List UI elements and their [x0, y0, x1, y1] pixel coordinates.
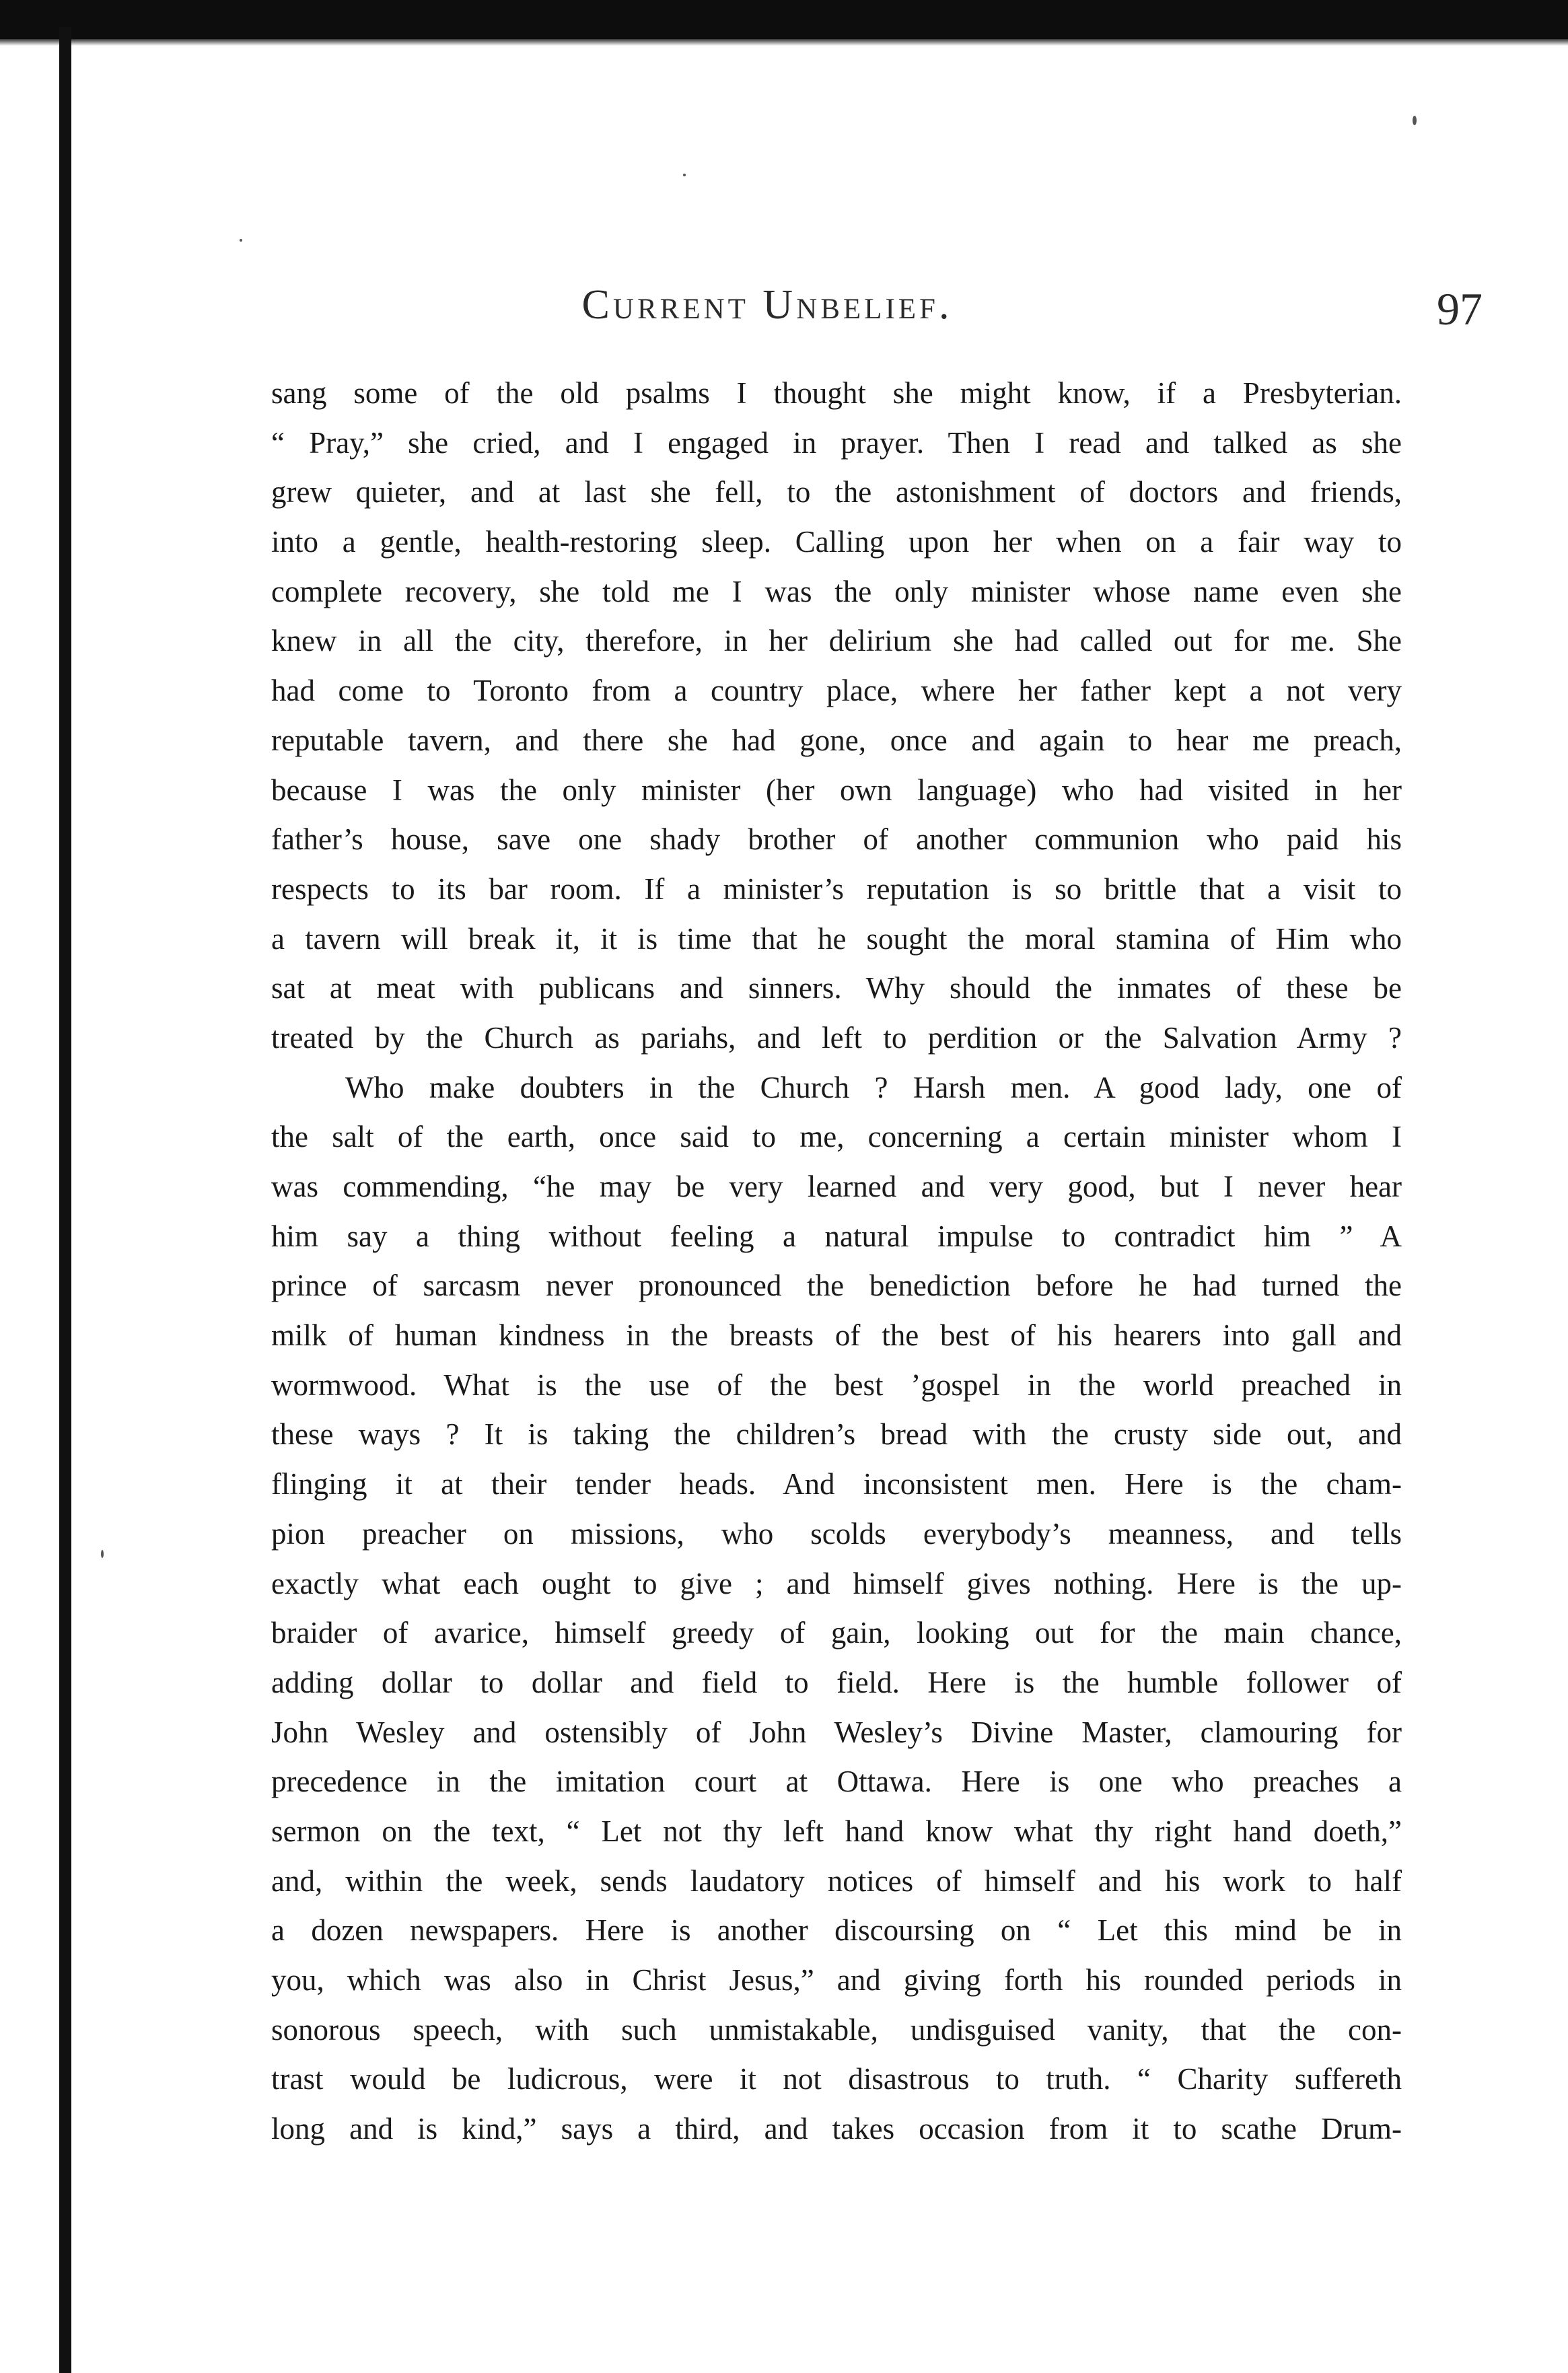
text-line: prince of sarcasm never pronounced the benediction before he had turned the [271, 1269, 1402, 1303]
text-line: “ Pray,” she cried, and I engaged in prayer. Then I read and talked as she [271, 425, 1402, 460]
text-line: knew in all the city, therefore, in her delirium she had called out for me. She [271, 624, 1402, 658]
scan-speck [240, 239, 242, 242]
scan-left-border [59, 27, 71, 2373]
text-line: complete recovery, she told me I was the only minister whose name even she [271, 574, 1402, 608]
page-number: 97 [1437, 283, 1483, 334]
text-line: into a gentle, health-restoring sleep. Calling upon her when on a fair way to [271, 525, 1402, 559]
text-line: these ways ? It is taking the children’s bread with the crusty side out, and [271, 1417, 1402, 1452]
text-line: grew quieter, and at last she fell, to the astonishment of doctors and friends, [271, 475, 1402, 509]
text-line: him say a thing without feeling a natural impulse to contradict him ” A [271, 1219, 1402, 1253]
scan-speck [1413, 116, 1417, 125]
text-line: flinging it at their tender heads. And inconsistent men. Here is the cham- [271, 1467, 1402, 1501]
text-line: father’s house, save one shady brother of another communion who paid his [271, 822, 1402, 857]
scan-top-border [0, 0, 1568, 39]
text-line: a tavern will break it, it is time that he sought the moral stamina of Him who [271, 921, 1402, 956]
text-line: pion preacher on missions, who scolds everybody’s meanness, and tells [271, 1516, 1402, 1551]
text-line: milk of human kindness in the breasts of the best of his hearers into gall and [271, 1318, 1402, 1353]
text-line: and, within the week, sends laudatory notices of himself and his work to half [271, 1864, 1402, 1898]
text-line: the salt of the earth, once said to me, concerning a certain minister whom I [271, 1120, 1402, 1154]
text-line: wormwood. What is the use of the best ʼgospel in the world preached in [271, 1368, 1402, 1402]
text-line: Who make doubters in the Church ? Harsh men. A good lady, one of [345, 1070, 1402, 1104]
running-head: Current Unbelief. [581, 282, 953, 328]
text-line: you, which was also in Christ Jesus,” and giving forth his rounded periods in [271, 1963, 1402, 1997]
text-line: sonorous speech, with such unmistakable, undisguised vanity, that the con- [271, 2012, 1402, 2047]
text-line: had come to Toronto from a country place, where her father kept a not very [271, 674, 1402, 708]
text-line: sang some of the old psalms I thought she might know, if a Presbyterian. [271, 376, 1402, 410]
text-line: sermon on the text, “ Let not thy left hand know what thy right hand doeth,” [271, 1814, 1402, 1848]
text-line: adding dollar to dollar and field to field. Here is the humble follower of [271, 1665, 1402, 1699]
text-line: respects to its bar room. If a minister’s reputation is so brittle that a visit to [271, 872, 1402, 906]
text-line: braider of avarice, himself greedy of gain, looking out for the main chance, [271, 1616, 1402, 1650]
text-line: long and is kind,” says a third, and takes occasion from it to scathe Drum- [271, 2112, 1402, 2146]
text-line: John Wesley and ostensibly of John Wesley’s Divine Master, clamouring for [271, 1715, 1402, 1749]
text-line: was commending, “he may be very learned and very good, but I never hear [271, 1170, 1402, 1203]
page-body-text [271, 369, 1402, 2154]
text-line: a dozen newspapers. Here is another discoursing on “ Let this mind be in [271, 1913, 1402, 1948]
text-line: sat at meat with publicans and sinners. Why should the inmates of these be [271, 971, 1402, 1005]
text-line: exactly what each ought to give ; and himself gives nothing. Here is the up- [271, 1566, 1402, 1600]
text-line: because I was the only minister (her own language) who had visited in her [271, 773, 1402, 807]
text-line: reputable tavern, and there she had gone, once and again to hear me preach, [271, 723, 1402, 757]
text-line: trast would be ludicrous, were it not disastrous to truth. “ Charity suffereth [271, 2062, 1402, 2096]
page-header [0, 276, 1568, 350]
text-line: treated by the Church as pariahs, and left to perdition or the Salvation Army ? [271, 1020, 1402, 1055]
scan-speck [101, 1550, 104, 1558]
scan-speck [683, 174, 686, 176]
text-line: precedence in the imitation court at Ottawa. Here is one who preaches a [271, 1765, 1402, 1799]
scan-top-border-shadow [0, 39, 1568, 46]
